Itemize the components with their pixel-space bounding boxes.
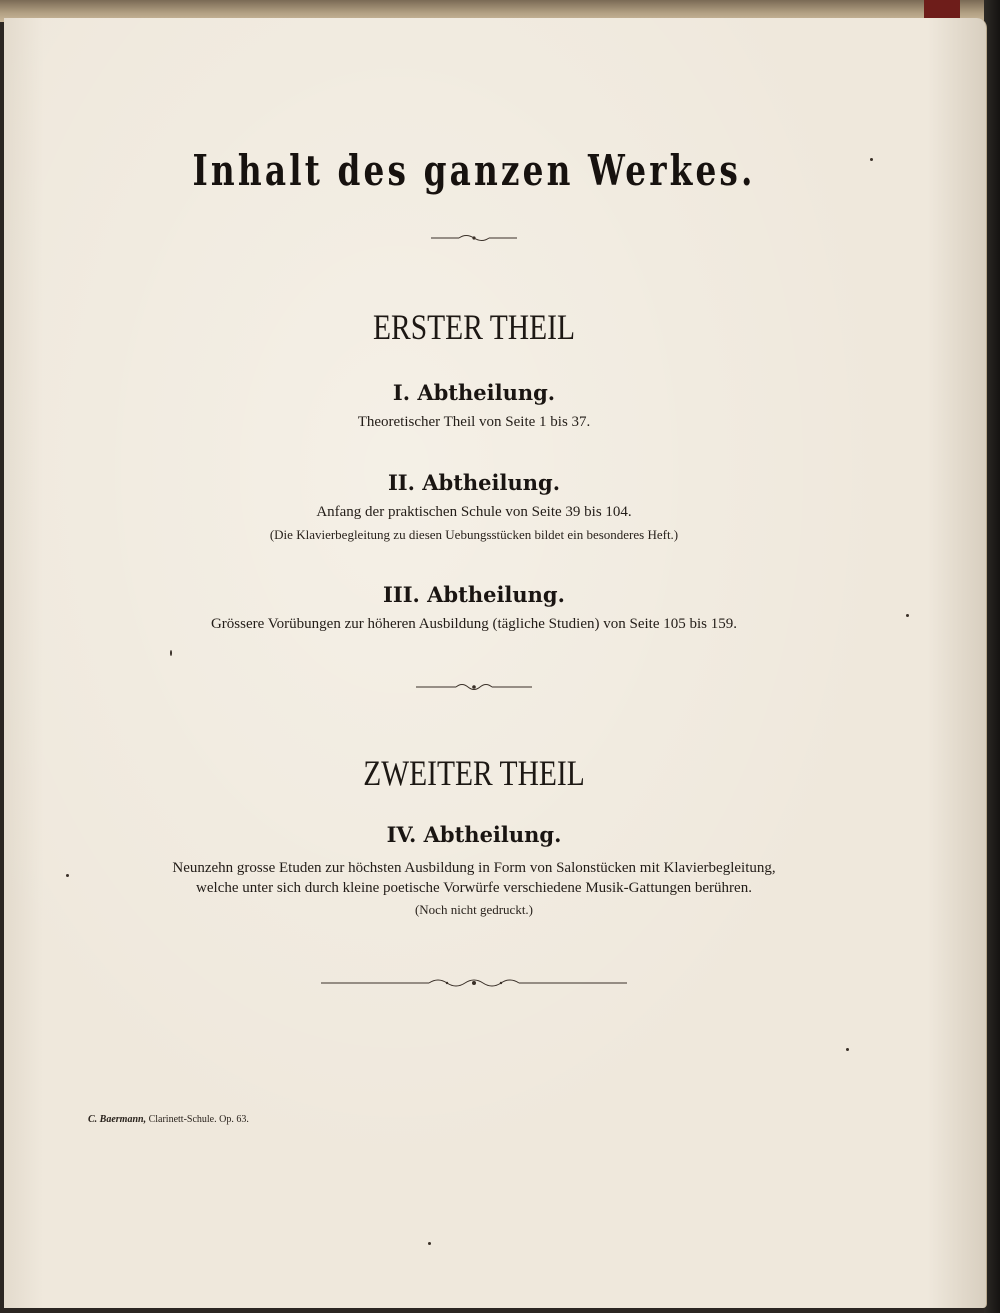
paper-speck <box>66 874 69 877</box>
paper-speck <box>170 650 172 656</box>
footer-work: Clarinett-Schule. Op. 63. <box>148 1114 249 1125</box>
ornament-divider-1 <box>4 230 944 248</box>
footer-imprint <box>88 1114 249 1125</box>
paper-sheet <box>4 18 987 1308</box>
paper-speck <box>846 1048 849 1051</box>
section-heading-4: IV. Abtheilung. <box>386 822 562 847</box>
section-4-line-2: welche unter sich durch kleine poetische Vorwürfe verschiedene Musik-Gattungen berühren. <box>196 880 752 896</box>
section-heading-1: I. Abtheilung. <box>392 380 556 405</box>
section-4-line-1: Neunzehn grosse Etuden zur höchsten Ausbildung in Form von Salonstücken mit Klavierbegleitung, <box>172 860 776 876</box>
ornament-divider-2 <box>4 680 944 698</box>
section-3-line-1: Grössere Vorübungen zur höheren Ausbildung (tägliche Studien) von Seite 105 bis 159. <box>210 616 738 632</box>
section-1-line-1: Theoretischer Theil von Seite 1 bis 37. <box>357 414 591 430</box>
section-2-line-1: Anfang der praktischen Schule von Seite 39 bis 104. <box>316 504 632 520</box>
section-2-line-2: (Die Klavierbegleitung zu diesen Uebungsstücken bildet ein besonderes Heft.) <box>269 527 679 542</box>
paper-speck <box>870 158 873 161</box>
binding-red-strip <box>924 0 960 20</box>
section-4-line-3: (Noch nicht gedruckt.) <box>414 902 534 917</box>
section-heading-3: III. Abtheilung. <box>383 582 565 607</box>
paper-speck <box>428 1242 431 1245</box>
footer-publisher: C. Baermann, <box>88 1114 147 1125</box>
section-heading-2: II. Abtheilung. <box>387 470 561 495</box>
part-heading-1: ERSTER THEIL <box>372 307 575 347</box>
paper-speck <box>906 614 909 617</box>
ornament-divider-3 <box>4 976 944 995</box>
page-title: Inhalt des ganzen Werkes. <box>192 146 756 195</box>
part-heading-2: ZWEITER THEIL <box>363 753 585 793</box>
